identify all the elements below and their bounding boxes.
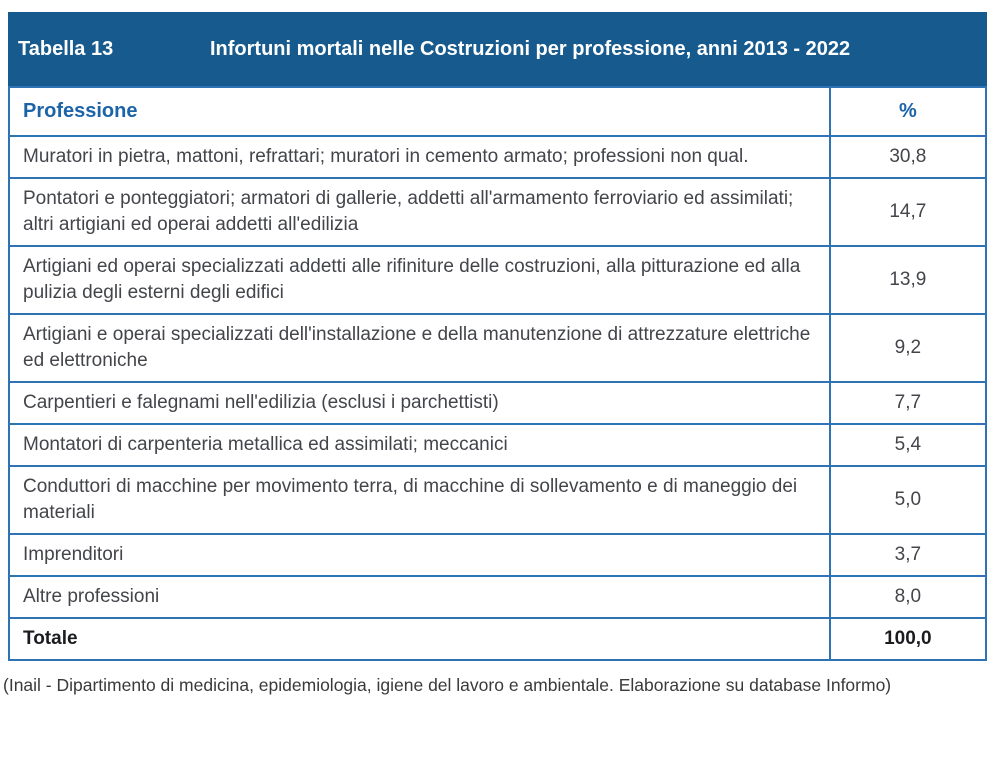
- percent-cell: 9,2: [830, 314, 986, 382]
- table-row: [9, 136, 986, 178]
- percent-cell: 8,0: [830, 576, 986, 618]
- total-percent-cell: 100,0: [830, 618, 986, 660]
- profession-cell: Pontatori e ponteggiatori; armatori di gallerie, addetti all'armamento ferroviario ed assimilati; altri artigiani ed operai addetti all'edilizia: [9, 178, 830, 246]
- table-row: [9, 424, 986, 466]
- professions-table: [8, 86, 987, 661]
- table-card: [8, 12, 987, 661]
- table-row: [9, 178, 986, 246]
- table-row: [9, 314, 986, 382]
- percent-cell: 14,7: [830, 178, 986, 246]
- table-body: [9, 136, 986, 618]
- percent-cell: 5,0: [830, 466, 986, 534]
- percent-cell: 7,7: [830, 382, 986, 424]
- profession-cell: Conduttori di macchine per movimento terra, di macchine di sollevamento e di maneggio dei materiali: [9, 466, 830, 534]
- profession-cell: Muratori in pietra, mattoni, refrattari; muratori in cemento armato; professioni non qual.: [9, 136, 830, 178]
- table-row: [9, 534, 986, 576]
- total-label-cell: Totale: [9, 618, 830, 660]
- table-title: Infortuni mortali nelle Costruzioni per professione, anni 2013 - 2022: [210, 37, 851, 60]
- header-row: [9, 87, 986, 136]
- column-header-professione: Professione: [9, 87, 830, 136]
- total-row: [9, 618, 986, 660]
- percent-cell: 30,8: [830, 136, 986, 178]
- profession-cell: Carpentieri e falegnami nell'edilizia (esclusi i parchettisti): [9, 382, 830, 424]
- table-row: [9, 382, 986, 424]
- profession-cell: Artigiani ed operai specializzati addetti alle rifiniture delle costruzioni, alla pitturazione ed alla pulizia degli esterni degli edifici: [9, 246, 830, 314]
- percent-cell: 3,7: [830, 534, 986, 576]
- table-row: [9, 576, 986, 618]
- table-row: [9, 246, 986, 314]
- column-header-percent: %: [830, 87, 986, 136]
- percent-cell: 13,9: [830, 246, 986, 314]
- source-caption: (Inail - Dipartimento di medicina, epidemiologia, igiene del lavoro e ambientale. Elaborazione su database Informo): [3, 675, 892, 695]
- profession-cell: Artigiani e operai specializzati dell'installazione e della manutenzione di attrezzature elettriche ed elettroniche: [9, 314, 830, 382]
- percent-cell: 5,4: [830, 424, 986, 466]
- table-row: [9, 466, 986, 534]
- profession-cell: Imprenditori: [9, 534, 830, 576]
- table-title-bar: [8, 12, 987, 86]
- table-footer: [9, 618, 986, 660]
- profession-cell: Altre professioni: [9, 576, 830, 618]
- profession-cell: Montatori di carpenteria metallica ed assimilati; meccanici: [9, 424, 830, 466]
- table-number: Tabella 13: [18, 37, 114, 60]
